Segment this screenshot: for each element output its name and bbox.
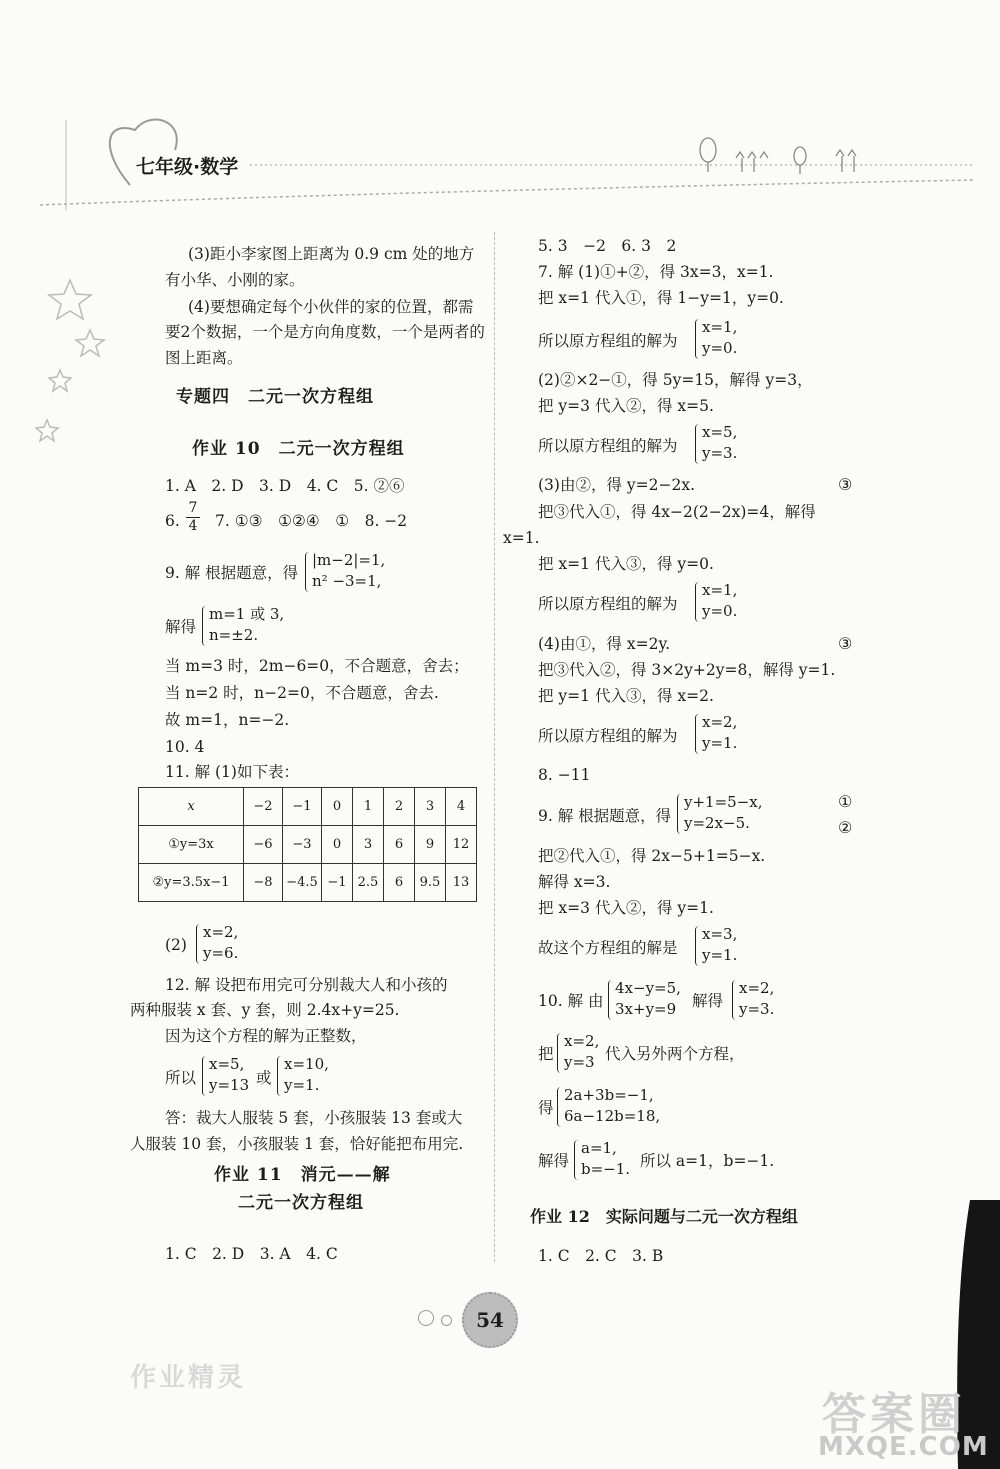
system-row: x=2, (739, 979, 775, 997)
star-icon (36, 420, 58, 441)
page-number-badge (462, 1292, 518, 1348)
table-cell: 2.5 (353, 864, 384, 902)
system-row: 2a+3b=−1, (564, 1086, 654, 1104)
system-row: |m−2|=1, (312, 551, 386, 569)
page-number: 54 (476, 1308, 504, 1332)
text-line: 当 n=2 时，n−2=0，不合题意，舍去. (165, 684, 439, 702)
text-line: 把③代入①，得 4x−2(2−2x)=4，解得 (538, 503, 816, 521)
tree-icons (700, 138, 856, 174)
dotted-rule (40, 180, 975, 205)
system-row: y=3. (702, 444, 738, 462)
text-line: (4)由①，得 x=2y. (538, 635, 671, 653)
text-line: 所以原方程组的解为 (538, 727, 678, 745)
answer-label: 6. (165, 512, 180, 530)
watermark-url: MXQE.COM (818, 1432, 989, 1462)
text-line: 所以原方程组的解为 (538, 595, 678, 613)
table-cell: ①y=3x (139, 826, 244, 864)
text-line: x=1. (503, 529, 540, 547)
system-row: 3x+y=9 (615, 1000, 677, 1018)
text-line: 代入另外两个方程， (605, 1045, 745, 1063)
text-line: 图上距离。 (165, 349, 243, 367)
hw11-heading-line2: 二元一次方程组 (238, 1193, 364, 1213)
answer-line: 10. 4 (165, 738, 205, 756)
table-cell: −4.5 (283, 864, 322, 902)
fraction (186, 500, 200, 535)
star-decoration (35, 270, 115, 450)
text-line: 把②代入①，得 2x−5+1=5−x. (538, 847, 766, 865)
text-line: 得 (538, 1099, 554, 1117)
answer-line: 12. 解 设把布用完可分别裁大人和小孩的 (165, 976, 448, 994)
table-cell: 6 (384, 826, 415, 864)
system-row: y=6. (203, 944, 239, 962)
system-row: n² −3=1, (312, 572, 382, 590)
table-cell: 13 (446, 864, 477, 902)
answer-line: 9. 解 根据题意，得 (165, 564, 299, 582)
hw10-heading: 作业 10 二元一次方程组 (192, 439, 405, 459)
table-cell: −1 (283, 788, 322, 826)
table-cell: −6 (244, 826, 283, 864)
system-row: x=5, (702, 423, 738, 441)
text-line: 把 y=3 代入②，得 x=5. (538, 397, 714, 415)
table-cell: 2 (384, 788, 415, 826)
equation-number: ② (838, 818, 853, 837)
system-row: x=2, (702, 713, 738, 731)
table-row (139, 864, 477, 902)
table-cell: −3 (283, 826, 322, 864)
text-line: 人服装 10 套，小孩服装 1 套，恰好能把布用完. (130, 1135, 464, 1153)
text-line: 当 m=3 时，2m−6=0，不合题意，舍去； (165, 657, 469, 675)
text-line: (2) (165, 936, 187, 954)
answer-line: 1. C 2. D 3. A 4. C (165, 1245, 338, 1263)
system-row: y=1. (702, 946, 738, 964)
text-line: 答：裁大人服装 5 套，小孩服装 13 套或大 (165, 1109, 463, 1127)
answer-line: 5. 3 −2 6. 3 2 (538, 237, 677, 255)
star-icon (49, 370, 71, 391)
table-cell: x (139, 788, 244, 826)
system-row: 4x−y=5, (615, 979, 681, 997)
star-icon (49, 280, 91, 319)
table-cell: 9.5 (415, 864, 446, 902)
text-line: (2)②×2−①，得 5y=15，解得 y=3， (538, 371, 813, 389)
answer-line: 10. 解 由 (538, 992, 604, 1010)
table-cell: 4 (446, 788, 477, 826)
text-line: 把 x=1 代入①，得 1−y=1，y=0. (538, 289, 784, 307)
answer-line: 1. A 2. D 3. D 4. C 5. ②⑥ (165, 477, 405, 495)
answer-line: 7. ①③ ①②④ ① 8. −2 (215, 512, 408, 530)
text-line: 有小华、小刚的家。 (165, 271, 305, 289)
text-line: 把 (538, 1045, 554, 1063)
numerator: 7 (186, 500, 200, 518)
table-cell: −8 (244, 864, 283, 902)
text-line: 所以 a=1，b=−1. (640, 1152, 775, 1170)
table-row (139, 788, 477, 826)
system-row: x=10, (284, 1055, 329, 1073)
text-line: 把③代入②，得 3×2y+2y=8，解得 y=1. (538, 661, 836, 679)
table-cell: 3 (353, 826, 384, 864)
text-line: (4)要想确定每个小伙伴的家的位置，都需 (188, 298, 474, 316)
system-row: x=5, (209, 1055, 245, 1073)
text-line: 解得 (692, 992, 724, 1010)
table-cell: 6 (384, 864, 415, 902)
column-divider (494, 232, 495, 1262)
system-row: b=−1. (581, 1160, 631, 1178)
text-line: 或 (256, 1069, 272, 1087)
table-cell: 1 (353, 788, 384, 826)
text-line: 解得 (165, 618, 197, 636)
system-row: 6a−12b=18, (564, 1107, 661, 1125)
text-line: 把 x=1 代入③，得 y=0. (538, 555, 714, 573)
system-row: a=1, (581, 1139, 617, 1157)
text-line: 两种服装 x 套、y 套，则 2.4x+y=25. (130, 1001, 400, 1019)
text-line: 故 m=1，n=−2. (165, 711, 290, 729)
text-line: 把 x=3 代入②，得 y=1. (538, 899, 714, 917)
system-row: y=3 (564, 1053, 595, 1071)
system-row: x=1, (702, 318, 738, 336)
system-row: y=0. (702, 602, 738, 620)
table-row (139, 826, 477, 864)
answer-line: 1. C 2. C 3. B (538, 1247, 664, 1265)
system-row: x=2, (203, 923, 239, 941)
text-line: 故这个方程组的解是 (538, 939, 678, 957)
table-cell: 0 (322, 788, 353, 826)
system-row: n=±2. (209, 626, 259, 644)
denominator: 4 (188, 518, 198, 534)
text-line: (3)距小李家图上距离为 0.9 cm 处的地方 (188, 245, 475, 263)
equation-number: ③ (838, 475, 853, 494)
system-row: y=3. (739, 1000, 775, 1018)
page-dots (418, 1310, 458, 1326)
text-line: 所以原方程组的解为 (538, 332, 678, 350)
system-row: y=13 (209, 1076, 250, 1094)
system-row: m=1 或 3, (209, 605, 285, 623)
text-line: 要2个数据，一个是方向角度数，一个是两者的 (165, 323, 485, 341)
stamp-text: 作业精灵 (130, 1363, 247, 1393)
hw11-heading: 作业 11 消元——解 (214, 1165, 391, 1185)
answer-line: 9. 解 根据题意，得 (538, 807, 672, 825)
text-line: (3)由②，得 y=2−2x. (538, 476, 696, 494)
table-cell: ②y=3.5x−1 (139, 864, 244, 902)
star-icon (76, 330, 104, 356)
system-row: y=0. (702, 339, 738, 357)
text-line: 因为这个方程的解为正整数， (165, 1027, 367, 1045)
answer-line: 11. 解 (1)如下表： (165, 763, 299, 781)
header-title: 七年级·数学 (136, 156, 239, 178)
hw12-heading: 作业 12 实际问题与二元一次方程组 (530, 1207, 798, 1226)
system-row: x=1, (702, 581, 738, 599)
text-line: 把 y=1 代入③，得 x=2. (538, 687, 714, 705)
answer-line: 7. 解 (1)①+②，得 3x=3，x=1. (538, 263, 774, 281)
equation-number: ① (838, 792, 853, 811)
topic-heading: 专题四 二元一次方程组 (176, 387, 374, 407)
system-row: y=2x−5. (684, 814, 750, 832)
table-cell: 9 (415, 826, 446, 864)
text-line: 所以原方程组的解为 (538, 437, 678, 455)
watermark-logo: 答案圈 (822, 1389, 966, 1440)
table-cell: −1 (322, 864, 353, 902)
system-row: x=2, (564, 1032, 600, 1050)
system-row: y+1=5−x, (684, 793, 763, 811)
system-row: y=1. (284, 1076, 320, 1094)
text-line: 所以 (165, 1069, 197, 1087)
system-row: x=3, (702, 925, 738, 943)
table-cell: −2 (244, 788, 283, 826)
table-cell: 3 (415, 788, 446, 826)
table-cell: 12 (446, 826, 477, 864)
table-cell: 0 (322, 826, 353, 864)
equation-number: ③ (838, 634, 853, 653)
system-row: y=1. (702, 734, 738, 752)
header-decoration (0, 0, 1000, 230)
value-table (138, 787, 477, 902)
text-line: 解得 x=3. (538, 873, 611, 891)
text-line: 解得 (538, 1152, 570, 1170)
answer-line: 8. −11 (538, 766, 591, 784)
